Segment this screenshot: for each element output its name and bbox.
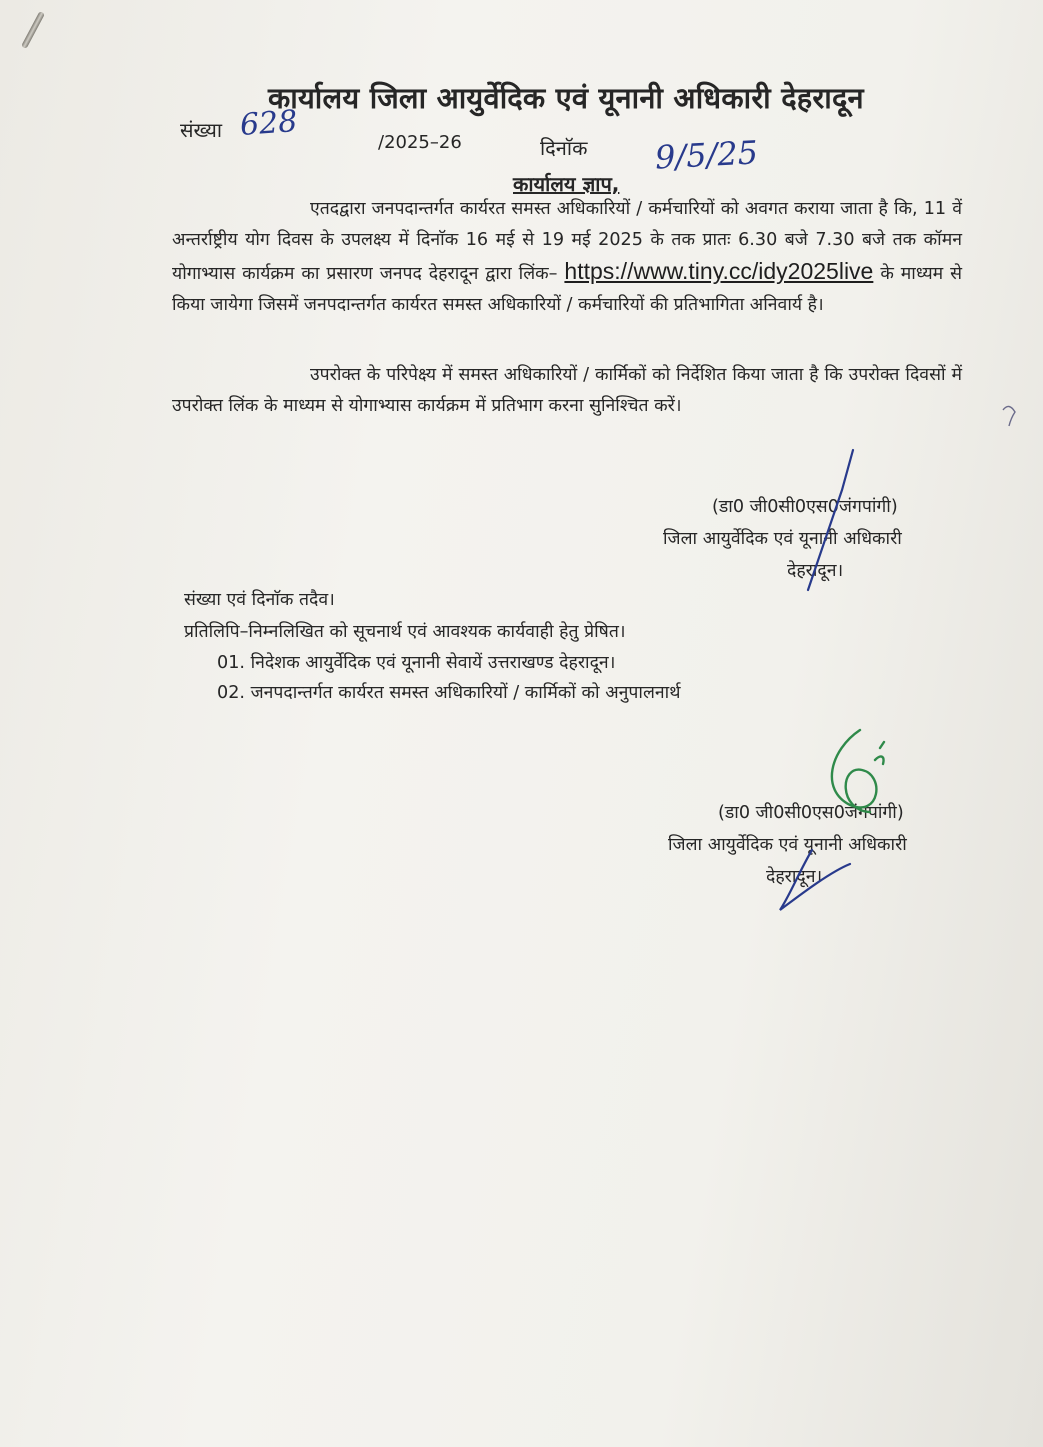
year-suffix: /2025–26: [378, 132, 462, 153]
paragraph-2: उपरोक्त के परिपेक्ष्य में समस्त अधिकारियों / कार्मिकों को निर्देशित किया जाता है कि उपरोक्त दिवसों में उपरोक्त लिंक के माध्यम से योगाभ्यास कार्यक्रम में प्रतिभाग करना सुनिश्चित करें।: [172, 365, 962, 416]
signature1-place: देहरादून।: [787, 561, 844, 581]
signature2-name: (डा0 जी0सी0एस0जंगपांगी): [718, 803, 904, 823]
copy-item-2: 02. जनपदान्तर्गत कार्यरत समस्त अधिकारियों / कार्मिकों को अनुपालनार्थ: [217, 683, 681, 703]
paragraph-1-text: एतदद्वारा जनपदान्तर्गत कार्यरत समस्त अधिकारियों / कर्मचारियों को अवगत कराया जाता है कि, 11 वें अन्तर्राष्ट्रीय योग दिवस के उपलक्ष्य में दिनाॅक 16 मई से 19 मई 2025 के तक प्रातः 6.30 बजे 7.30 बजे तक कॉमन योगाभ्यास कार्यक्रम का प्रसारण जनपद देहरादून द्वारा लिंक–: [172, 199, 962, 284]
signature1-name: (डा0 जी0सी0एस0जंगपांगी): [712, 497, 898, 517]
signature2-designation: जिला आयुर्वेदिक एवं यूनानी अधिकारी: [668, 835, 907, 855]
paper-pin: [21, 11, 45, 49]
paragraph-1-text-end: के माध्यम से किया जायेगा जिसमें जनपदान्तर्गत कार्यरत समस्त अधिकारियों / कर्मचारियों की प्रतिभागिता अनिवार्य है।: [172, 264, 963, 315]
signature2-place: देहरादून।: [766, 867, 823, 887]
date-label: दिनाॅक: [540, 136, 588, 160]
handwritten-number: 628: [238, 104, 299, 143]
signature1-designation: जिला आयुर्वेदिक एवं यूनानी अधिकारी: [663, 529, 902, 549]
subject-heading: कार्यालय ज्ञाप,: [513, 172, 620, 196]
number-label: संख्या: [180, 118, 222, 142]
copy-line-2: प्रतिलिपि–निम्नलिखित को सूचनार्थ एवं आवश्यक कार्यवाही हेतु प्रेषित।: [184, 622, 626, 642]
live-stream-link[interactable]: https://www.tiny.cc/idy2025live: [564, 258, 874, 284]
paragraph-1: [172, 194, 962, 321]
handwritten-date: 9/5/25: [654, 133, 759, 177]
copy-line-1: संख्या एवं दिनाॅक तदैव।: [184, 590, 335, 610]
office-title: कार्यालय जिला आयुर्वेदिक एवं यूनानी अधिकारी देहरादून: [268, 81, 864, 115]
margin-mark: [1003, 406, 1015, 426]
copy-item-1: 01. निदेशक आयुर्वेदिक एवं यूनानी सेवायें उत्तराखण्ड देहरादून।: [217, 653, 616, 673]
